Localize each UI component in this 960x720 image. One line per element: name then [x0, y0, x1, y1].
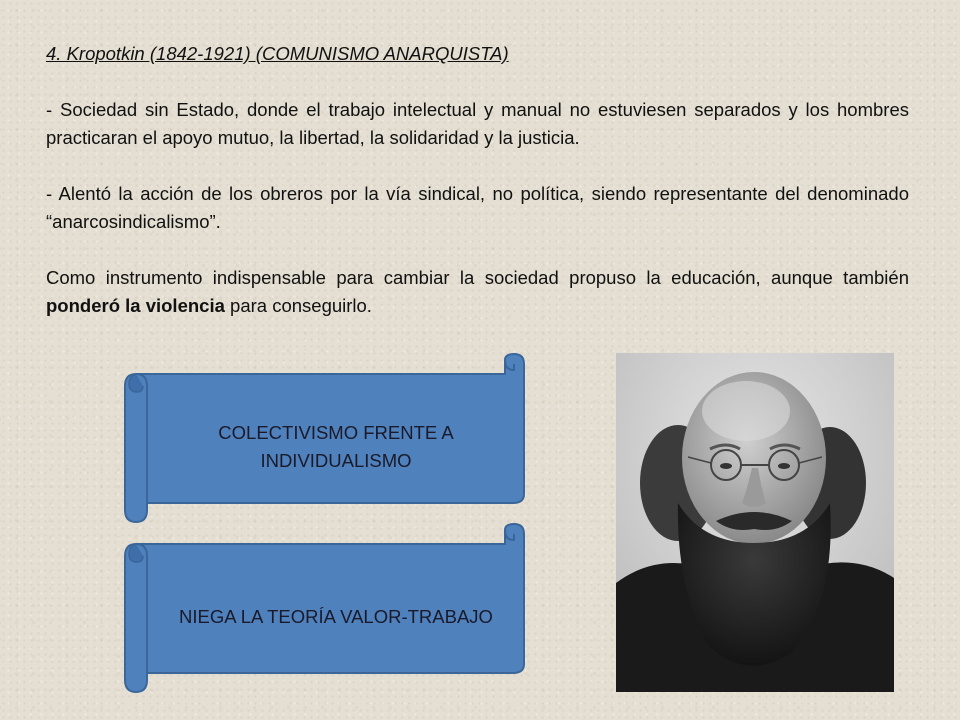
slide-title: 4. Kropotkin (1842-1921) (COMUNISMO ANARQUISTA)	[46, 43, 509, 64]
scroll-collectivism	[123, 352, 527, 524]
paragraph-text-after: para conseguirlo.	[224, 295, 372, 316]
portrait-illustration	[616, 353, 894, 692]
scroll-collectivism-text	[145, 370, 527, 524]
scroll-collectivism-line1: COLECTIVISMO FRENTE A	[218, 422, 454, 443]
paragraph-bold-text: ponderó la violencia	[46, 295, 225, 316]
paragraph-education-violence	[46, 264, 909, 320]
paragraph-anarcho-syndicalism: - Alentó la acción de los obreros por la vía sindical, no política, siendo representante del denominado “anarcosindicalismo”.	[46, 183, 909, 232]
slide-text	[46, 40, 909, 320]
paragraph-text-before: Como instrumento indispensable para cambiar la sociedad propuso la educación, aunque también	[46, 267, 909, 288]
scroll-collectivism-line2: INDIVIDUALISMO	[260, 450, 412, 471]
kropotkin-portrait	[616, 353, 894, 692]
scroll-labor-theory	[123, 522, 527, 694]
paragraph-stateless-society: - Sociedad sin Estado, donde el trabajo intelectual y manual no estuviesen separados y los hombres practicaran el apoyo mutuo, la libertad, la solidaridad y la justicia.	[46, 99, 909, 148]
scroll-labor-theory-text	[145, 540, 527, 694]
scroll-labor-theory-line1: NIEGA LA TEORÍA VALOR-TRABAJO	[179, 606, 493, 627]
